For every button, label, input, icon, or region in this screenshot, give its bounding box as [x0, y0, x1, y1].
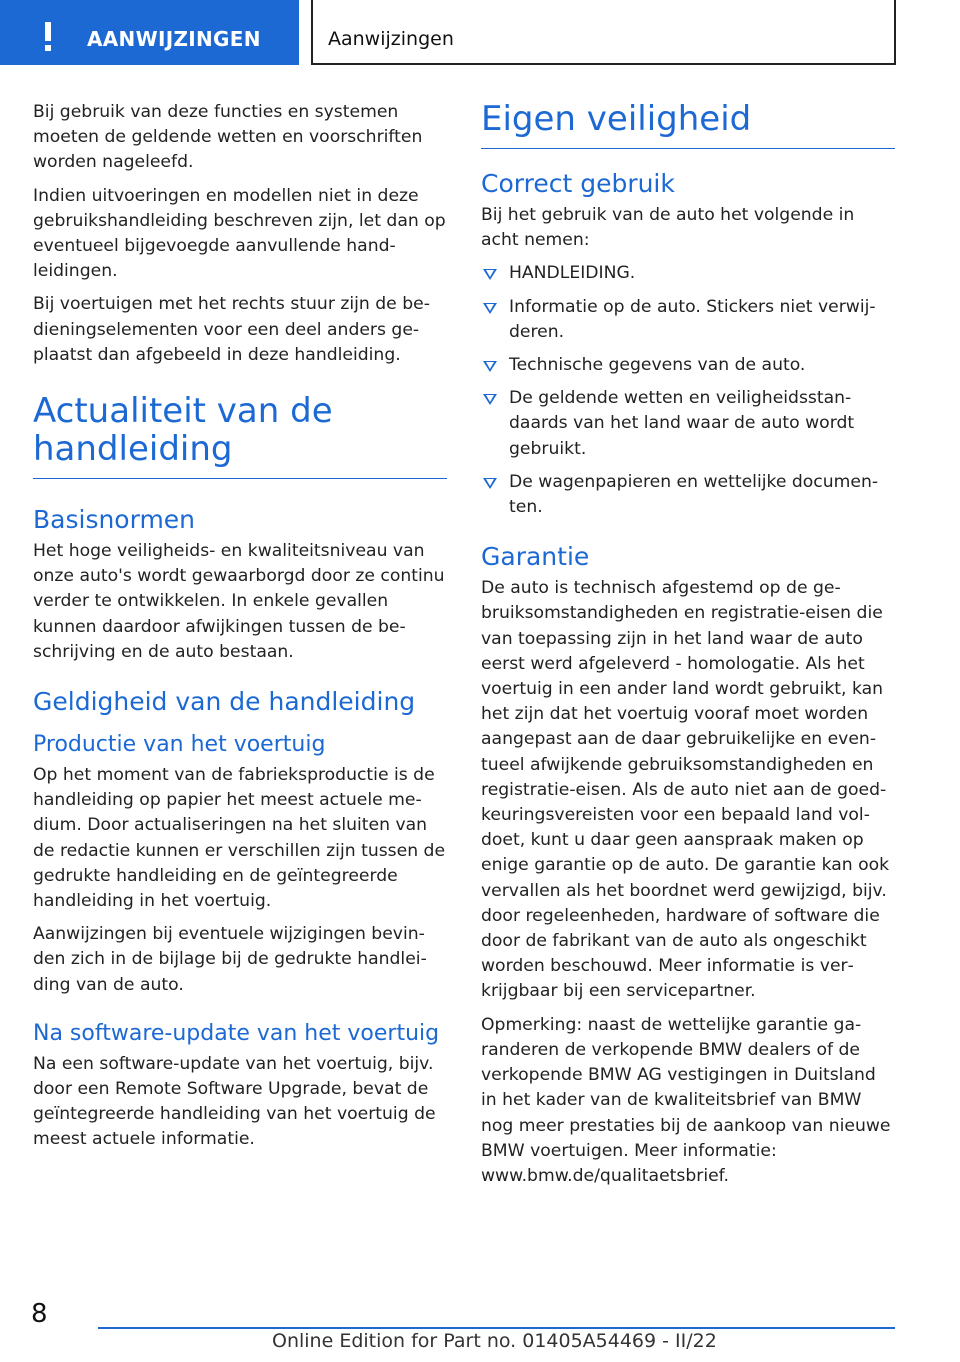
right-column	[481, 100, 895, 1197]
productie-paragraph: Aanwijzingen bij eventuele wijzigingen bevinden zich in de bijlage bij de gedrukte handleiding van de auto.	[33, 924, 427, 995]
intro-paragraph: Indien uitvoeringen en modellen niet in deze gebruikshandleiding beschreven zijn, let dan op eventueel bijgevoegde aanvullende handleidingen.	[33, 185, 446, 282]
triangle-bullet-icon	[483, 303, 497, 314]
triangle-bullet-icon	[483, 269, 497, 280]
correct-paragraph: Bij het gebruik van de auto het volgende in acht nemen:	[481, 205, 855, 251]
heading-actualiteit: Actualiteit van de handleiding	[33, 392, 447, 479]
garantie-paragraph: De auto is technisch afgestemd op de gebruiksomstandigheden en registratie-eisen die van toepassing zijn in het land waar de auto eerst werd afgeleverd - homologatie. Als het voertuig in een ander land wordt gebruikt, kan het zijn dat het voertuig vooraf moet worden aangepast aan de daar gebruikelijke en eventueel afwijkende gebruiksomstandigheden en registratie-eisen. Als de auto niet aan de goedkeuringsvereisten voor een bepaald land voldoet, kunt u daar geen aanspraak maken op enige garantie op de auto. De garantie kan ook vervallen als het boordnet werd gewijzigd, bijv. door regeleenheden, hardware of software die door de fabrikant van de auto als ongeschikt worden beschouwd. Meer informatie is verkrijgbaar bij een servicepartner.	[481, 578, 890, 1002]
list-item: De wagenpapieren en wettelijke documenten.	[481, 470, 895, 520]
left-column	[33, 100, 447, 1161]
heading-software-update: Na software-update van het voertuig	[33, 1020, 440, 1046]
exclamation-icon	[44, 22, 52, 52]
list-item: Informatie op de auto. Stickers niet verwijderen.	[481, 295, 895, 345]
heading-eigen-veiligheid: Eigen veiligheid	[481, 100, 895, 149]
footer-divider	[98, 1327, 895, 1329]
list-item: HANDLEIDING.	[481, 261, 895, 286]
intro-paragraph: Bij gebruik van deze functies en systemen moeten de geldende wetten en voorschriften worden nageleefd.	[33, 102, 423, 173]
triangle-bullet-icon	[483, 478, 497, 489]
correct-list	[481, 261, 895, 520]
section-tab	[0, 0, 299, 65]
heading-garantie: Garantie	[481, 542, 590, 572]
footer-edition: Online Edition for Part no. 01405A54469 - II/22	[272, 1330, 717, 1352]
section-tab-label: AANWIJZINGEN	[87, 27, 261, 51]
basisnormen-paragraph: Het hoge veiligheids- en kwaliteitsniveau van onze auto's wordt gewaarborgd door ze continu verder te ontwikkelen. In enkele gevallen kunnen daardoor afwijkingen tussen de beschrijving en de auto bestaan.	[33, 541, 445, 662]
section-title: Aanwijzingen	[328, 28, 454, 50]
triangle-bullet-icon	[483, 394, 497, 405]
heading-correct-gebruik: Correct gebruik	[481, 169, 675, 198]
heading-basisnormen: Basisnormen	[33, 505, 196, 535]
page-number: 8	[31, 1299, 48, 1329]
heading-geldigheid: Geldigheid van de handleiding	[33, 687, 416, 717]
list-item: Technische gegevens van de auto.	[481, 353, 895, 378]
productie-paragraph: Op het moment van de fabrieksproductie is de handleiding op papier het meest actuele medium. Door actualiseringen na het sluiten van de redactie kunnen er verschillen zijn tussen de gedrukte handleiding en de geïntegreerde handleiding in het voertuig.	[33, 765, 446, 912]
section-title-box	[311, 0, 896, 65]
intro-paragraph: Bij voertuigen met het rechts stuur zijn de bedieningselementen voor een deel anders geplaatst dan afgebeeld in deze handleiding.	[33, 294, 430, 365]
heading-productie: Productie van het voertuig	[33, 732, 326, 758]
update-paragraph: Na een software-update van het voertuig, bijv. door een Remote Software Upgrade, bevat de geïntegreerde handleiding van het voertuig de meest actuele informatie.	[33, 1053, 436, 1150]
garantie-paragraph: Opmerking: naast de wettelijke garantie garanderen de verkopende BMW dealers of de verkopende BMW AG vestigingen in Duitsland in het kader van de kwaliteitsbrief van BMW nog meer prestaties bij de aankoop van nieuwe BMW voertuigen. Meer informatie: www.bmw.de/qualitaetsbrief.	[481, 1014, 891, 1186]
list-item: De geldende wetten en veiligheidsstandaards van het land waar de auto wordt gebruikt.	[481, 386, 895, 462]
triangle-bullet-icon	[483, 361, 497, 372]
